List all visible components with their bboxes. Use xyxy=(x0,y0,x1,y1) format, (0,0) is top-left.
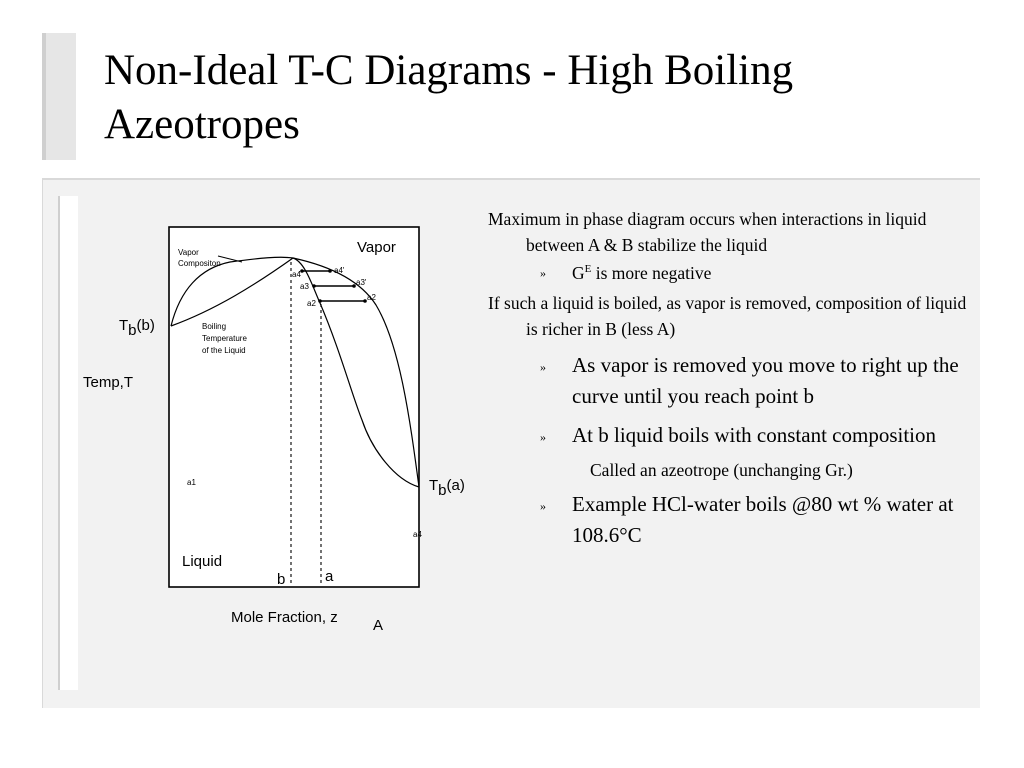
bullet-marker: » xyxy=(540,430,546,444)
paragraph-maximum: Maximum in phase diagram occurs when interactions in liquid between A & B stabilize the liquid xyxy=(488,209,927,255)
bullet-liquid-boils xyxy=(488,420,968,451)
ge-text: is more negative xyxy=(591,263,712,283)
tb-b-arg: (b) xyxy=(136,317,155,334)
x-axis-component-label: A xyxy=(373,617,384,634)
vapor-region-label: Vapor xyxy=(357,239,396,256)
liquid-region-label: Liquid xyxy=(182,553,223,570)
tb-b-T: T xyxy=(119,317,129,334)
bullet-text: As vapor is removed you move to right up the curve until you reach point b xyxy=(572,353,959,408)
boiling-temp-label-2: Temperature xyxy=(202,334,247,343)
tb-b-label xyxy=(119,317,155,339)
vapor-composition-label-1: Vapor xyxy=(178,248,199,257)
label-a3p: a3' xyxy=(356,278,367,287)
label-a2p: a2 xyxy=(367,293,376,302)
point-a4p xyxy=(328,269,332,273)
bullet-example xyxy=(488,489,968,551)
bullet-vapor-removed xyxy=(488,350,968,412)
bullet-text: Example HCl-water boils @80 wt % water at 108.6°C xyxy=(572,492,954,547)
bullet-text: At b liquid boils with constant composition xyxy=(572,423,936,447)
slide-title-line-1: Non-Ideal T-C Diagrams - High Boiling xyxy=(104,47,794,94)
bullet-marker: » xyxy=(540,266,546,280)
point-a2 xyxy=(318,299,322,303)
composition-b-label: b xyxy=(277,571,286,588)
label-a4: a4 xyxy=(292,270,301,279)
boiling-temp-label-3: of the Liquid xyxy=(202,346,246,355)
tb-a-sub: b xyxy=(438,482,447,499)
label-a4-low: a4 xyxy=(413,530,422,539)
paragraph-boiled: If such a liquid is boiled, as vapor is removed, composition of liquid is richer in B (less A) xyxy=(488,293,967,339)
tb-a-label xyxy=(429,477,465,499)
composition-a-label: a xyxy=(325,568,334,585)
y-axis-label: Temp,T xyxy=(83,374,134,391)
bullet-marker: » xyxy=(540,360,546,374)
bullet-marker: » xyxy=(540,499,546,513)
tb-a-arg: (a) xyxy=(446,477,465,494)
plot-frame xyxy=(169,227,419,587)
sub-bullet-ge xyxy=(488,260,968,286)
ge-superscript: E xyxy=(584,263,592,275)
azeotrope-note: Called an azeotrope (unchanging Gr.) xyxy=(590,460,853,480)
label-a3: a3 xyxy=(300,282,309,291)
tb-a-T: T xyxy=(429,477,439,494)
slide-title-line-2: Azeotropes xyxy=(104,101,300,148)
vapor-composition-label-2: Compositon xyxy=(178,259,221,268)
label-a1: a1 xyxy=(187,478,196,487)
label-a4p: a4' xyxy=(334,266,345,275)
x-axis-label: Mole Fraction, z xyxy=(231,609,338,626)
label-a2: a2 xyxy=(307,299,316,308)
point-a3 xyxy=(312,284,316,288)
ge-G: G xyxy=(572,263,585,283)
boiling-temp-label-1: Boiling xyxy=(202,322,227,331)
text-column xyxy=(488,206,968,551)
tb-b-sub: b xyxy=(128,322,137,339)
